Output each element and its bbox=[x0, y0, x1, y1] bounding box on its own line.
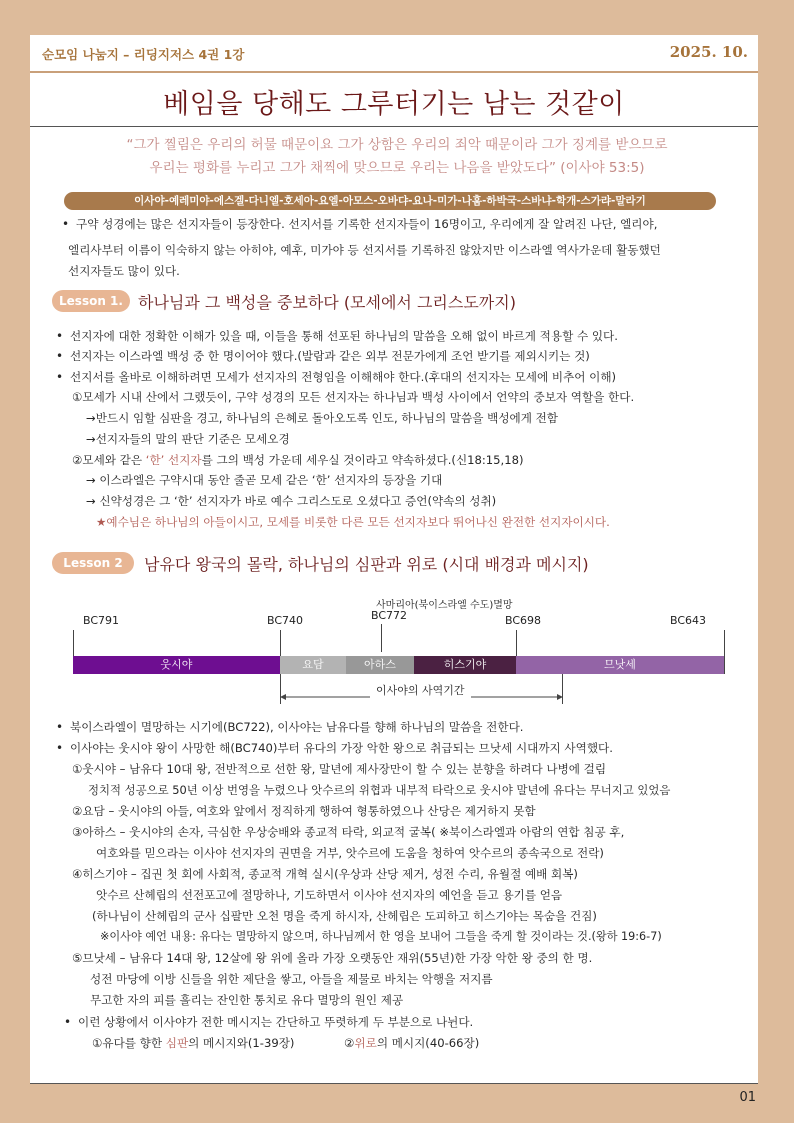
tick-bc772 bbox=[381, 624, 382, 652]
lesson1-sub-2a: → 이스라엘은 구약시대 동안 줄곧 모세 같은 ‘한’ 선지자의 등장을 기대 bbox=[86, 473, 443, 487]
lesson1-bullet-3: • 선지서를 올바로 이해하려면 모세가 선지자의 전형임을 이해해야 한다.(후대의 선지자는 모세에 비추어 이해) bbox=[70, 367, 616, 388]
lesson2-badge: Lesson 2 bbox=[52, 552, 134, 574]
lesson1-title: 하나님과 그 백성을 중보하다 (모세에서 그리스도까지) bbox=[138, 293, 516, 312]
date-label: 2025. 10. bbox=[669, 43, 748, 61]
lesson1-sub-1a: →반드시 임할 심판을 경고, 하나님의 은혜로 돌아오도록 인도, 하나님의 말씀을 백성에게 전함 bbox=[86, 411, 559, 425]
king-note-3: ③아하스 – 웃시야의 손자, 극심한 우상숭배와 종교적 타락, 외교적 굴복( ※북이스라엘과 아람의 연합 침공 후, bbox=[72, 825, 625, 839]
timeline-event-label: 사마리아(북이스라엘 수도)멸망 bbox=[376, 600, 513, 611]
lesson1-sub-1b: →선지자들의 말의 판단 기준은 모세오경 bbox=[86, 432, 290, 446]
tick-bc643 bbox=[724, 630, 725, 674]
lesson1-sub-2b: → 신약성경은 그 ‘한’ 선지자가 바로 예수 그리스도로 오셨다고 증언(약속의 성취) bbox=[86, 494, 497, 508]
king-manasseh: 므낫세 bbox=[516, 656, 724, 674]
king-note-4c: ※이사야 예언 내용: 유다는 멸망하지 않으며, 하나님께서 한 영을 보내어 그들을 죽게 할 것이라는 것.(왕하 19:6-7) bbox=[100, 930, 662, 943]
king-note-5a: 성전 마당에 이방 신들을 위한 제단을 쌓고, 아들을 제물로 바치는 악행을 저지름 bbox=[90, 972, 493, 986]
lesson2-bullet-2: • 이사야는 웃시야 왕이 사망한 해(BC740)부터 유다의 가장 악한 왕으로 취급되는 므낫세 시대까지 사역했다. bbox=[70, 738, 613, 759]
scripture-quote bbox=[72, 134, 722, 180]
king-note-3a: 여호와를 믿으라는 이사야 선지자의 권면을 거부, 앗수르에 도움을 청하여 앗수르의 종속국으로 전락) bbox=[96, 846, 604, 860]
lesson1-badge: Lesson 1. bbox=[52, 290, 130, 312]
lesson1-star-note: ★예수님은 하나님의 아들이시고, 모세를 비롯한 다른 모든 선지자보다 뛰어나신 완전한 선지자이시다. bbox=[96, 515, 610, 529]
lesson2-bullet-3: • 이런 상황에서 이사야가 전한 메시지는 간단하고 뚜렷하게 두 부분으로 나뉜다. bbox=[78, 1012, 473, 1033]
title-divider bbox=[30, 126, 758, 127]
one-prophet-highlight: ‘한’ 선지자 bbox=[145, 453, 202, 467]
king-ahaz: 아하스 bbox=[346, 656, 414, 674]
series-label: 순모임 나눔지 – 리딩지저스 4권 1강 bbox=[42, 47, 245, 62]
lesson2-bullet-1: • 북이스라엘이 멸망하는 시기에(BC722), 이사야는 남유다를 향해 하나님의 말씀을 전한다. bbox=[70, 717, 523, 738]
message-comfort: ②위로의 메시지(40-66장) bbox=[344, 1036, 480, 1050]
comfort-highlight: 위로 bbox=[354, 1036, 377, 1050]
date-bc772: BC772 bbox=[371, 609, 408, 622]
intro-line-3: 선지자들도 많이 있다. bbox=[68, 264, 180, 278]
king-jotham: 요담 bbox=[280, 656, 346, 674]
date-bc791: BC791 bbox=[83, 614, 120, 627]
header-divider bbox=[30, 71, 758, 73]
king-note-4b: (하나님이 산헤립의 군사 십팔만 오천 명을 죽게 하시자, 산헤립은 도피하고 히스기야는 목숨을 건짐) bbox=[92, 909, 597, 923]
ministry-span-label: 이사야의 사역기간 bbox=[370, 682, 471, 698]
lesson2-title: 남유다 왕국의 몰락, 하나님의 심판과 위로 (시대 배경과 메시지) bbox=[144, 555, 589, 574]
header bbox=[30, 35, 758, 71]
intro-line-2: 엘리사부터 이름이 익숙하지 않는 아히야, 예후, 미가야 등 선지서를 기록하진 않았지만 이스라엘 역사가운데 활동했던 bbox=[68, 243, 661, 257]
quote-line-1: “그가 찔림은 우리의 허물 때문이요 그가 상함은 우리의 죄악 때문이라 그가 징계를 받으므로 bbox=[126, 137, 668, 153]
king-note-4: ④히스기야 – 집권 첫 회에 사회적, 종교적 개혁 실시(우상과 산당 제거, 성전 수리, 유월절 예배 회복) bbox=[72, 867, 578, 881]
message-judgment: ①유다를 향한 심판의 메시지와(1-39장) bbox=[92, 1036, 295, 1050]
king-note-2: ②요담 – 웃시야의 아들, 여호와 앞에서 정직하게 행하여 형통하였으나 산당은 제거하지 못함 bbox=[72, 804, 536, 818]
lesson1-bullet-2: • 선지자는 이스라엘 백성 중 한 명이어야 했다.(발람과 같은 외부 전문가에게 조언 받기를 제외시키는 것) bbox=[70, 346, 590, 367]
king-uzziah: 웃시야 bbox=[73, 656, 280, 674]
judgment-highlight: 심판 bbox=[165, 1036, 189, 1050]
lesson1-sub-1: ①모세가 시내 산에서 그랬듯이, 구약 성경의 모든 선지자는 하나님과 백성 사이에서 언약의 중보자 역할을 한다. bbox=[72, 390, 635, 404]
date-bc643: BC643 bbox=[670, 614, 707, 627]
king-hezekiah: 히스기야 bbox=[414, 656, 516, 674]
lesson1-sub-2: ②모세와 같은 ‘한’ 선지자를 그의 백성 가운데 세우실 것이라고 약속하셨다.(신18:15,18) bbox=[72, 453, 524, 467]
date-bc740: BC740 bbox=[267, 614, 304, 627]
king-note-1a: 정치적 성공으로 50년 이상 번영을 누렸으나 앗수르의 위협과 내부적 타락으로 웃시야 말년에 유다는 무너지고 있었음 bbox=[88, 783, 671, 797]
quote-line-2: 우리는 평화를 누리고 그가 채찍에 맞으므로 우리는 나음을 받았도다” (이사야 53:5) bbox=[149, 160, 645, 176]
page-number: 01 bbox=[739, 1090, 756, 1105]
king-note-5: ⑤므낫세 – 남유다 14대 왕, 12살에 왕 위에 올라 가장 오랫동안 재위(55년)한 가장 악한 왕 중의 한 명. bbox=[72, 951, 593, 965]
footer-divider bbox=[30, 1083, 758, 1084]
king-note-4a: 앗수르 산헤립의 선전포고에 절망하나, 기도하면서 이사야 선지자의 예언을 듣고 용기를 얻음 bbox=[96, 888, 563, 902]
lesson1-bullet-1: • 선지자에 대한 정확한 이해가 있을 때, 이들을 통해 선포된 하나님의 말씀을 오해 없이 바르게 적용할 수 있다. bbox=[70, 326, 618, 347]
king-note-5b: 무고한 자의 피를 흘리는 잔인한 통치로 유다 멸망의 원인 제공 bbox=[90, 993, 404, 1007]
intro-line-1: • 구약 성경에는 많은 선지자들이 등장한다. 선지서를 기록한 선지자들이 16명이고, 우리에게 잘 알려진 나단, 엘리야, bbox=[76, 214, 657, 235]
prophets-banner: 이사야-예레미야-에스겔-다니엘-호세아-요엘-아모스-오바댜-요나-미가-나훔-하박국-스바냐-학개-스가랴-말라기 bbox=[64, 192, 716, 210]
page-title: 베임을 당해도 그루터기는 남는 것같이 bbox=[163, 89, 625, 120]
date-bc698: BC698 bbox=[505, 614, 542, 627]
king-note-1: ①웃시야 – 남유다 10대 왕, 전반적으로 선한 왕, 말년에 제사장만이 할 수 있는 분향을 하려다 나병에 걸림 bbox=[72, 762, 607, 776]
